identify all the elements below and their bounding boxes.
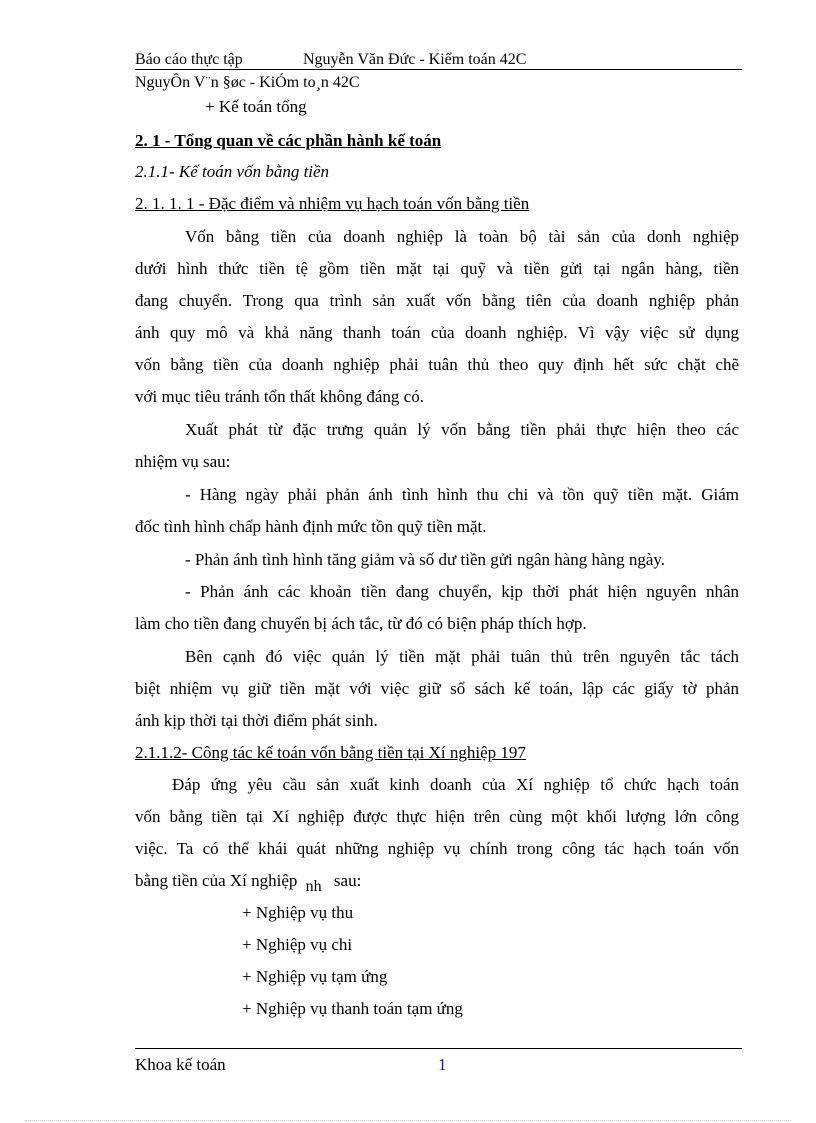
page-bottom-border: [25, 1120, 791, 1121]
list-item-top: + Kế toán tổng: [205, 97, 307, 116]
header-right: Nguyễn Văn Đức - Kiểm toán 42C: [303, 51, 527, 68]
subsection-title: 2.1.1- Kế toán vốn bằng tiền: [135, 162, 330, 181]
page-header: [135, 50, 742, 70]
para7-line: Đáp ứng yêu cầu sản xuất kinh doanh của Xí nghiệp tổ chức hạch toán: [172, 775, 739, 794]
section-title: 2. 1 - Tổng quan về các phần hành kế toán: [135, 131, 442, 150]
para5-line: làm cho tiền đang chuyển bị ách tắc, từ đó có biện pháp thích hợp.: [135, 614, 587, 633]
sub-sub-title-2: 2.1.1.2- Công tác kế toán vốn bằng tiền tại Xí nghiệp 197: [135, 743, 526, 762]
para3-line: đốc tình hình chấp hành định mức tồn quỹ tiền mặt.: [135, 517, 487, 536]
para1-line: dưới hình thức tiền tệ gồm tiền mặt tại quỹ và tiền gửi tại ngân hàng, tiền: [135, 259, 739, 278]
para1-line: Vốn bằng tiền của doanh nghiệp là toàn bộ tài sản của donh nghiệp: [185, 227, 739, 246]
page-number: 1: [438, 1055, 447, 1074]
garbled-header: NguyÔn V¨n §øc - KiÓm to¸n 42C: [135, 74, 360, 91]
para1-line: vốn bằng tiền của doanh nghiệp phải tuân thủ theo quy định hết sức chặt chẽ: [135, 355, 739, 374]
sub-sub-title: 2. 1. 1. 1 - Đặc điểm và nhiệm vụ hạch toán vốn bằng tiền: [135, 194, 530, 213]
para1-line: ánh quy mô và khả năng thanh toán của doanh nghiệp. Vì vậy việc sử dụng: [135, 323, 739, 342]
footer-left: Khoa kế toán: [135, 1055, 226, 1074]
list-item: + Nghiệp vụ thanh toán tạm ứng: [242, 999, 463, 1018]
list-item: + Nghiệp vụ tạm ứng: [242, 967, 388, 986]
para6-line: ánh kịp thời tại thời điểm phát sinh.: [135, 711, 378, 730]
para2-line: nhiệm vụ sau:: [135, 452, 231, 471]
para7-last-b: nh: [305, 878, 322, 895]
para1-line: đang chuyển. Trong qua trình sản xuất vốn bằng tiên của doanh nghiệp phản: [135, 291, 739, 310]
para1-line: với mục tiêu tránh tổn thất không đáng có.: [135, 387, 424, 406]
para7-last-c: sau:: [333, 871, 362, 890]
para6-line: biệt nhiệm vụ giữ tiền mặt với việc giữ sổ sách kế toán, lập các giấy tờ phản: [135, 679, 739, 698]
list-item: + Nghiệp vụ thu: [242, 903, 354, 922]
footer-divider: [135, 1048, 742, 1049]
list-item: + Nghiệp vụ chi: [242, 935, 353, 954]
para2-line: Xuất phát từ đặc trưng quản lý vốn bằng tiền phải thực hiện theo các: [185, 420, 739, 439]
para6-line: Bên cạnh đó việc quản lý tiền mặt phải tuân thủ trên nguyên tắc tách: [185, 647, 739, 666]
para7-line: việc. Ta có thể khái quát những nghiệp vụ chính trong công tác hạch toán vốn: [135, 839, 739, 858]
header-left: Báo cáo thực tập: [135, 51, 243, 68]
para7-last-a: bằng tiền của Xí nghiệp: [135, 871, 298, 890]
para7-last-line: [135, 870, 361, 893]
para3-line: - Hàng ngày phải phản ánh tình hình thu chi và tồn quỹ tiền mặt. Giám: [185, 485, 739, 504]
para7-line: vốn bằng tiền tại Xí nghiệp được thực hiện trên cùng một khối lượng lớn công: [135, 807, 739, 826]
para4-line: - Phản ánh tình hình tăng giảm và số dư tiền gửi ngân hàng hàng ngày.: [185, 550, 666, 569]
para5-line: - Phản ánh các khoản tiền đang chuyển, kịp thời phát hiện nguyên nhân: [185, 582, 739, 601]
